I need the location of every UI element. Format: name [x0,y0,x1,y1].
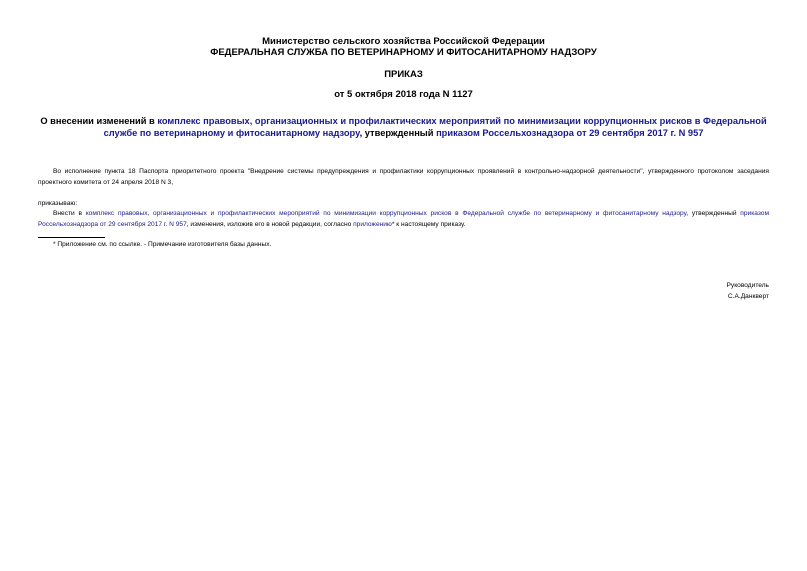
item-link-appendix[interactable]: приложению [353,221,392,228]
footnote-divider [38,237,105,238]
document-date: от 5 октября 2018 года N 1127 [334,89,473,100]
signature-name: С.А.Данкверт [727,293,769,300]
item-prefix: Внести в [53,210,86,217]
signature-position: Руководитель [726,282,769,289]
item-link-complex[interactable]: комплекс правовых, организационных и профилактических мероприятий по минимизации коррупционных рисков в Федеральной службе по ветеринарному и фитосанитарному надзору [85,210,687,217]
orders-word: приказываю: [38,200,78,207]
item-suffix: * к настоящему приказу. [391,221,466,228]
document-type: ПРИКАЗ [384,69,423,80]
item-mid2: , изменения, изложив его в новой редакции, согласно [186,221,354,228]
preamble-paragraph: Во исполнение пункта 18 Паспорта приоритетного проекта "Внедрение системы предупреждения и профилактики коррупционных проявлений в контрольно-надзорной деятельности", утвержденного протоколом заседания проектного комитета от 24 апреля 2018 N 3, [38,168,769,186]
order-item-paragraph [38,208,769,230]
item-mid: , утвержденный [686,210,741,217]
item-link-order[interactable]: приказом Россельхознадзора от 29 сентября 2017 г. N 957 [38,210,769,228]
document-title [30,115,777,139]
footnote-text: * Приложение см. по ссылке. - Примечание изготовителя базы данных. [53,241,272,248]
title-prefix: О внесении изменений в [40,116,158,126]
title-link-order[interactable]: приказом Россельхознадзора от 29 сентября 2017 г. N 957 [436,128,704,138]
title-middle: , утвержденный [359,128,437,138]
ministry-name: Министерство сельского хозяйства Российской Федерации [262,36,545,47]
title-link-complex[interactable]: комплекс правовых, организационных и профилактических мероприятий по минимизации коррупционных рисков в Федеральной службе по ветеринарному и фитосанитарному надзору [103,116,767,138]
service-name: ФЕДЕРАЛЬНАЯ СЛУЖБА ПО ВЕТЕРИНАРНОМУ И ФИТОСАНИТАРНОМУ НАДЗОРУ [210,47,597,58]
